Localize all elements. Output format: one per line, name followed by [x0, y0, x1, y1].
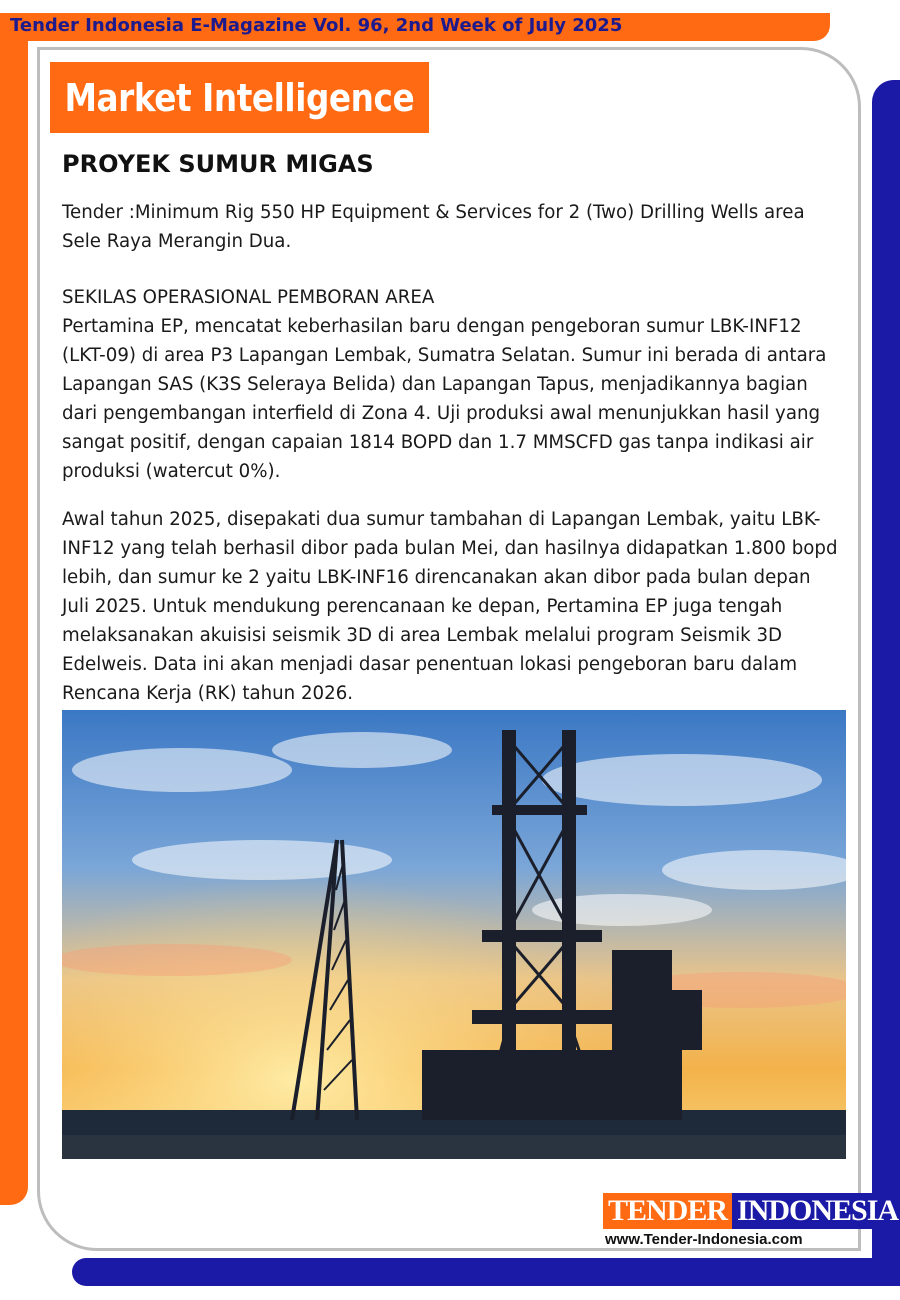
- article-paragraph-1: Pertamina EP, mencatat keberhasilan baru dengan pengeboran sumur LBK-INF12 (LKT-09) di area P3 Lapangan Lembak, Sumatra Selatan. Sumur ini berada di antara Lapangan SAS (K3S Seleraya Belida) dan Lapangan Tapus, menjadikannya bagian dari pengembangan interfield di Zona 4. Uji produksi awal menunjukkan hasil yang sangat positif, dengan capaian 1814 BOPD dan 1.7 MMSCFD gas tanpa indikasi air produksi (watercut 0%).: [62, 316, 827, 482]
- article-subheading: SEKILAS OPERASIONAL PEMBORAN AREA: [62, 287, 435, 308]
- operations-section: [62, 283, 842, 486]
- section-label: Market Intelligence: [64, 75, 415, 120]
- right-accent-strip: [872, 80, 900, 1285]
- logo-part-indonesia: INDONESIA: [732, 1193, 900, 1229]
- logo-part-tender: TENDER: [603, 1193, 732, 1229]
- tender-description: [62, 198, 842, 256]
- section-badge: [50, 62, 429, 133]
- drilling-rig-photo: [62, 710, 846, 1159]
- left-accent-strip: [0, 13, 28, 1205]
- plan-section: [62, 505, 842, 708]
- article-title: PROYEK SUMUR MIGAS: [62, 150, 374, 178]
- tender-text: Tender :Minimum Rig 550 HP Equipment & Services for 2 (Two) Drilling Wells area Sele Raya Merangin Dua.: [62, 202, 805, 252]
- tender-indonesia-logo: [603, 1193, 899, 1229]
- magazine-title: Tender Indonesia E-Magazine Vol. 96, 2nd Week of July 2025: [10, 15, 623, 36]
- article-paragraph-2: Awal tahun 2025, disepakati dua sumur tambahan di Lapangan Lembak, yaitu LBK-INF12 yang telah berhasil dibor pada bulan Mei, dan hasilnya didapatkan 1.800 bopd lebih, dan sumur ke 2 yaitu LBK-INF16 direncanakan akan dibor pada bulan depan Juli 2025. Untuk mendukung perencanaan ke depan, Pertamina EP juga tengah melaksanakan akuisisi seismik 3D di area Lembak melalui program Seismik 3D Edelweis. Data ini akan menjadi dasar penentuan lokasi pengeboran baru dalam Rencana Kerja (RK) tahun 2026.: [62, 509, 838, 704]
- website-url: www.Tender-Indonesia.com: [605, 1231, 803, 1248]
- footer-bar: [72, 1258, 900, 1286]
